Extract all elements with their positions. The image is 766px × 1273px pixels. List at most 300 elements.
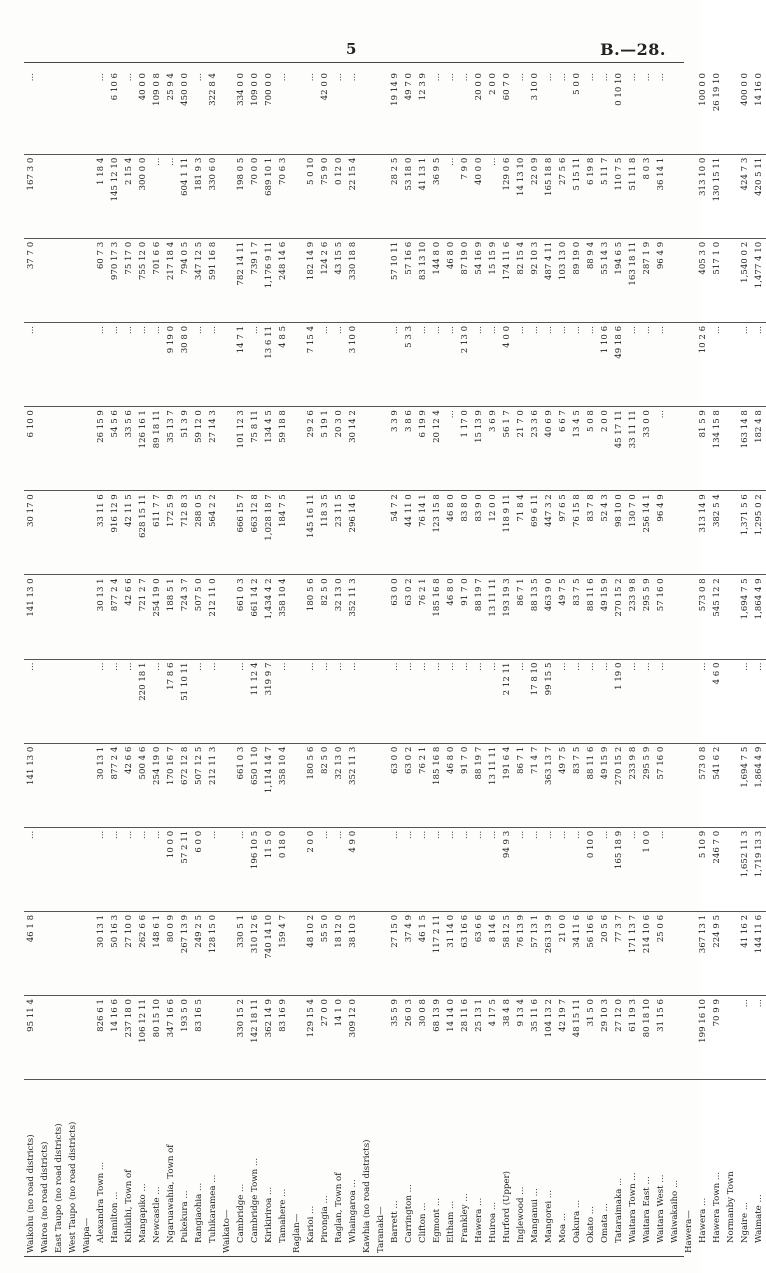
table-cell: 0 10 0 bbox=[584, 827, 598, 911]
table-cell: 82 15 4 bbox=[514, 238, 528, 322]
table-row bbox=[682, 70, 696, 1255]
table-cell: ... bbox=[654, 407, 668, 491]
table-row bbox=[52, 70, 66, 1255]
table-cell bbox=[668, 911, 682, 995]
table-cell: 15 15 9 bbox=[486, 238, 500, 322]
table-cell: 1 17 0 bbox=[458, 407, 472, 491]
table-cell: 80 18 10 bbox=[640, 996, 654, 1080]
table-cell: 92 10 3 bbox=[528, 238, 542, 322]
table-cell: ... bbox=[640, 659, 654, 743]
table-row bbox=[626, 70, 640, 1255]
table-cell: 46 8 0 bbox=[444, 743, 458, 827]
table-bottom-rule bbox=[24, 1256, 684, 1257]
table-cell: 5 0 0 bbox=[570, 70, 584, 154]
table-cell: 171 13 7 bbox=[626, 911, 640, 995]
table-cell: 46 1 8 bbox=[24, 911, 38, 995]
table-cell: ... bbox=[444, 322, 458, 406]
table-cell: ... bbox=[108, 659, 122, 743]
table-cell: 5 0 8 bbox=[584, 407, 598, 491]
table-cell: 9 19 0 bbox=[164, 322, 178, 406]
table-cell: 1,864 4 9 bbox=[752, 743, 766, 827]
row-label: Rangiaohia ... bbox=[192, 1080, 206, 1255]
row-label: Newcastle ... bbox=[150, 1080, 164, 1255]
row-label: Kihikihi, Town of bbox=[122, 1080, 136, 1255]
table-cell: 689 10 1 bbox=[262, 154, 276, 238]
table-cell: 134 15 8 bbox=[710, 407, 724, 491]
table-cell: 212 11 3 bbox=[206, 743, 220, 827]
table-cell: 740 14 10 bbox=[262, 911, 276, 995]
row-label: Frankley ... bbox=[458, 1080, 472, 1255]
table-cell: ... bbox=[430, 659, 444, 743]
row-label: Moa ... bbox=[556, 1080, 570, 1255]
rotated-table-frame bbox=[24, 70, 764, 1255]
table-cell bbox=[38, 827, 52, 911]
table-cell bbox=[668, 743, 682, 827]
table-cell: 185 16 8 bbox=[430, 743, 444, 827]
table-row bbox=[360, 70, 374, 1255]
table-row bbox=[66, 70, 80, 1255]
table-cell bbox=[38, 659, 52, 743]
table-cell: 507 12 5 bbox=[192, 743, 206, 827]
table-cell: 53 18 0 bbox=[402, 154, 416, 238]
table-cell: ... bbox=[444, 154, 458, 238]
table-cell: 88 9 4 bbox=[584, 238, 598, 322]
page-number: 5 bbox=[346, 40, 357, 58]
table-cell: 198 0 5 bbox=[234, 154, 248, 238]
table-cell: 14 16 0 bbox=[752, 70, 766, 154]
table-cell: 217 18 4 bbox=[164, 238, 178, 322]
table-cell bbox=[80, 996, 94, 1080]
table-cell: 20 3 0 bbox=[332, 407, 346, 491]
table-cell: ... bbox=[542, 322, 556, 406]
table-cell: 5 0 10 bbox=[304, 154, 318, 238]
table-cell: ... bbox=[752, 322, 766, 406]
table-cell: 51 10 11 bbox=[178, 659, 192, 743]
table-cell: 287 1 9 bbox=[640, 238, 654, 322]
table-cell: 70 0 0 bbox=[248, 154, 262, 238]
table-cell bbox=[724, 996, 738, 1080]
table-cell bbox=[682, 322, 696, 406]
table-cell bbox=[360, 322, 374, 406]
table-row bbox=[542, 70, 556, 1255]
table-cell: 237 18 0 bbox=[122, 996, 136, 1080]
table-cell bbox=[374, 996, 388, 1080]
table-cell: 70 6 3 bbox=[276, 154, 290, 238]
table-cell: 826 6 1 bbox=[94, 996, 108, 1080]
table-cell: 31 15 6 bbox=[654, 996, 668, 1080]
row-label: Hawera Town ... bbox=[710, 1080, 724, 1255]
table-cell: 55 14 3 bbox=[598, 238, 612, 322]
table-cell: ... bbox=[304, 70, 318, 154]
table-cell: 701 6 6 bbox=[150, 238, 164, 322]
table-cell bbox=[66, 743, 80, 827]
table-cell: ... bbox=[752, 996, 766, 1080]
table-cell: ... bbox=[444, 827, 458, 911]
table-cell: 405 3 0 bbox=[696, 238, 710, 322]
table-cell: 181 9 3 bbox=[192, 154, 206, 238]
table-cell: 194 6 5 bbox=[612, 238, 626, 322]
table-cell bbox=[52, 407, 66, 491]
table-cell: 1,694 7 5 bbox=[738, 743, 752, 827]
table-cell: 5 10 9 bbox=[696, 827, 710, 911]
table-cell: 2 15 4 bbox=[122, 154, 136, 238]
table-cell: ... bbox=[458, 659, 472, 743]
rotated-table-container bbox=[24, 70, 764, 1255]
table-cell: 83 7 5 bbox=[570, 743, 584, 827]
table-cell: 18 12 0 bbox=[332, 911, 346, 995]
row-label: Wairoa (no road districts) bbox=[38, 1080, 52, 1255]
table-cell bbox=[38, 154, 52, 238]
table-cell: 420 5 11 bbox=[752, 154, 766, 238]
table-cell: 1,176 9 11 bbox=[262, 238, 276, 322]
table-cell: ... bbox=[94, 70, 108, 154]
table-cell: 8 0 3 bbox=[640, 154, 654, 238]
row-label: Manganui ... bbox=[528, 1080, 542, 1255]
table-cell: 37 7 0 bbox=[24, 238, 38, 322]
table-cell: 1,295 0 2 bbox=[752, 491, 766, 575]
table-cell bbox=[52, 911, 66, 995]
table-cell bbox=[374, 911, 388, 995]
table-cell: 46 8 0 bbox=[444, 238, 458, 322]
table-cell: ... bbox=[94, 827, 108, 911]
table-cell: 2 0 0 bbox=[598, 407, 612, 491]
table-cell: ... bbox=[626, 827, 640, 911]
table-cell: 46 1 5 bbox=[416, 911, 430, 995]
table-cell: 11 12 4 bbox=[248, 659, 262, 743]
table-cell: 270 15 2 bbox=[612, 575, 626, 659]
table-cell bbox=[682, 238, 696, 322]
table-cell bbox=[724, 827, 738, 911]
table-cell: 4 9 0 bbox=[346, 827, 360, 911]
table-cell: 49 7 0 bbox=[402, 70, 416, 154]
table-cell: ... bbox=[332, 70, 346, 154]
table-cell: ... bbox=[332, 659, 346, 743]
table-cell: 17 8 10 bbox=[528, 659, 542, 743]
table-cell: 23 11 5 bbox=[332, 491, 346, 575]
table-cell: ... bbox=[122, 322, 136, 406]
row-label: Hamilton ... bbox=[108, 1080, 122, 1255]
table-cell: 59 18 8 bbox=[276, 407, 290, 491]
table-cell: 28 2 5 bbox=[388, 154, 402, 238]
table-cell: 99 15 5 bbox=[542, 659, 556, 743]
table-cell: ... bbox=[626, 659, 640, 743]
table-cell: 26 15 9 bbox=[94, 407, 108, 491]
table-cell: ... bbox=[472, 322, 486, 406]
table-cell bbox=[52, 575, 66, 659]
table-cell bbox=[66, 827, 80, 911]
table-cell bbox=[668, 154, 682, 238]
table-cell: ... bbox=[122, 659, 136, 743]
table-cell: 2 13 0 bbox=[458, 322, 472, 406]
table-cell: ... bbox=[206, 322, 220, 406]
table-cell bbox=[66, 154, 80, 238]
table-cell: 1 19 0 bbox=[612, 659, 626, 743]
table-cell: ... bbox=[654, 322, 668, 406]
row-label: Taranaki— bbox=[374, 1080, 388, 1255]
table-cell bbox=[374, 827, 388, 911]
table-cell: 27 0 0 bbox=[318, 996, 332, 1080]
table-cell: ... bbox=[24, 70, 38, 154]
table-cell: 101 12 3 bbox=[234, 407, 248, 491]
table-cell: 362 14 9 bbox=[262, 996, 276, 1080]
table-cell: 97 6 5 bbox=[556, 491, 570, 575]
table-cell bbox=[668, 322, 682, 406]
table-cell: 517 1 0 bbox=[710, 238, 724, 322]
table-cell: 877 2 4 bbox=[108, 575, 122, 659]
table-cell: 35 11 6 bbox=[528, 996, 542, 1080]
table-cell: ... bbox=[696, 659, 710, 743]
table-cell: 628 15 11 bbox=[136, 491, 150, 575]
table-row bbox=[234, 70, 248, 1255]
table-cell: 661 14 2 bbox=[248, 575, 262, 659]
table-cell: 57 16 6 bbox=[402, 238, 416, 322]
table-cell bbox=[290, 827, 304, 911]
table-cell bbox=[360, 575, 374, 659]
table-cell: 712 8 3 bbox=[178, 491, 192, 575]
table-cell bbox=[220, 407, 234, 491]
table-cell bbox=[724, 659, 738, 743]
row-label: Hawera— bbox=[682, 1080, 696, 1255]
table-cell: 54 16 9 bbox=[472, 238, 486, 322]
table-cell bbox=[668, 70, 682, 154]
table-cell: 33 5 6 bbox=[122, 407, 136, 491]
table-cell: 794 0 5 bbox=[178, 238, 192, 322]
table-cell: 663 12 8 bbox=[248, 491, 262, 575]
table-cell bbox=[724, 491, 738, 575]
table-cell: 49 18 6 bbox=[612, 322, 626, 406]
row-label: Oakura ... bbox=[570, 1080, 584, 1255]
table-cell: 40 6 9 bbox=[542, 407, 556, 491]
table-cell: 29 10 3 bbox=[598, 996, 612, 1080]
table-cell: ... bbox=[598, 827, 612, 911]
table-cell bbox=[360, 407, 374, 491]
table-cell: 6 10 0 bbox=[24, 407, 38, 491]
table-row bbox=[584, 70, 598, 1255]
table-cell: 88 13 5 bbox=[528, 575, 542, 659]
table-cell: ... bbox=[388, 659, 402, 743]
table-cell: 14 14 0 bbox=[444, 996, 458, 1080]
table-cell bbox=[220, 575, 234, 659]
table-cell: 32 13 0 bbox=[332, 743, 346, 827]
table-cell: ... bbox=[738, 322, 752, 406]
table-cell bbox=[220, 659, 234, 743]
table-cell: 507 5 0 bbox=[192, 575, 206, 659]
table-cell: 214 10 6 bbox=[640, 911, 654, 995]
table-cell bbox=[290, 491, 304, 575]
table-cell: ... bbox=[388, 827, 402, 911]
table-cell bbox=[66, 659, 80, 743]
table-cell: 313 10 0 bbox=[696, 154, 710, 238]
table-cell: 110 7 5 bbox=[612, 154, 626, 238]
row-label: Pukekura ... bbox=[178, 1080, 192, 1255]
table-cell: 23 3 6 bbox=[528, 407, 542, 491]
table-cell bbox=[80, 238, 94, 322]
table-cell: 12 3 9 bbox=[416, 70, 430, 154]
table-cell: 573 0 8 bbox=[696, 575, 710, 659]
table-cell: ... bbox=[416, 659, 430, 743]
table-cell bbox=[66, 70, 80, 154]
table-cell: ... bbox=[388, 322, 402, 406]
table-cell: 145 12 10 bbox=[108, 154, 122, 238]
table-cell: ... bbox=[346, 659, 360, 743]
table-cell bbox=[290, 238, 304, 322]
table-cell: ... bbox=[738, 996, 752, 1080]
table-cell: 58 12 5 bbox=[500, 911, 514, 995]
table-cell: 20 12 4 bbox=[430, 407, 444, 491]
table-cell: 721 2 7 bbox=[136, 575, 150, 659]
table-cell: 10 2 6 bbox=[696, 322, 710, 406]
table-cell: 88 19 7 bbox=[472, 743, 486, 827]
table-cell bbox=[38, 743, 52, 827]
row-label: Okato ... bbox=[584, 1080, 598, 1255]
table-cell: ... bbox=[444, 70, 458, 154]
row-label: Clifton ... bbox=[416, 1080, 430, 1255]
table-cell: ... bbox=[514, 659, 528, 743]
table-cell bbox=[80, 154, 94, 238]
table-cell bbox=[360, 911, 374, 995]
table-cell: 141 13 0 bbox=[24, 575, 38, 659]
table-cell: 32 13 0 bbox=[332, 575, 346, 659]
table-row bbox=[612, 70, 626, 1255]
table-cell bbox=[80, 827, 94, 911]
table-cell: 49 15 9 bbox=[598, 743, 612, 827]
table-cell: 141 13 0 bbox=[24, 743, 38, 827]
table-row bbox=[654, 70, 668, 1255]
table-cell: 89 18 11 bbox=[150, 407, 164, 491]
table-cell: 71 4 7 bbox=[528, 743, 542, 827]
table-cell: 30 13 1 bbox=[94, 575, 108, 659]
table-cell: 48 10 2 bbox=[304, 911, 318, 995]
table-cell bbox=[668, 659, 682, 743]
table-cell: ... bbox=[122, 827, 136, 911]
table-cell: 20 0 0 bbox=[472, 70, 486, 154]
table-cell bbox=[38, 407, 52, 491]
table-cell: 295 5 9 bbox=[640, 575, 654, 659]
table-cell: ... bbox=[472, 659, 486, 743]
table-cell: 296 14 6 bbox=[346, 491, 360, 575]
row-label: Cambridge Town ... bbox=[248, 1080, 262, 1255]
table-cell: ... bbox=[136, 827, 150, 911]
row-label: Tataraimaka ... bbox=[612, 1080, 626, 1255]
table-cell bbox=[360, 827, 374, 911]
table-cell: ... bbox=[150, 154, 164, 238]
table-cell: 7 9 0 bbox=[458, 154, 472, 238]
table-cell bbox=[374, 659, 388, 743]
table-cell: 185 16 8 bbox=[430, 575, 444, 659]
table-cell: 1,371 5 6 bbox=[738, 491, 752, 575]
table-cell: 96 4 9 bbox=[654, 238, 668, 322]
table-cell: 319 9 7 bbox=[262, 659, 276, 743]
row-label: Hawera ... bbox=[472, 1080, 486, 1255]
table-cell: 76 13 9 bbox=[514, 911, 528, 995]
table-cell: ... bbox=[486, 827, 500, 911]
table-cell: 246 7 0 bbox=[710, 827, 724, 911]
statistics-table-body bbox=[24, 70, 766, 1255]
table-cell: 450 0 0 bbox=[178, 70, 192, 154]
table-cell: 41 13 1 bbox=[416, 154, 430, 238]
table-cell: 358 10 4 bbox=[276, 575, 290, 659]
table-row bbox=[472, 70, 486, 1255]
table-row bbox=[192, 70, 206, 1255]
table-cell bbox=[66, 238, 80, 322]
table-cell bbox=[38, 70, 52, 154]
table-cell: 37 4 9 bbox=[402, 911, 416, 995]
table-cell: ... bbox=[626, 322, 640, 406]
table-cell: 0 18 0 bbox=[276, 827, 290, 911]
table-cell: 172 5 9 bbox=[164, 491, 178, 575]
row-label: Omata ... bbox=[598, 1080, 612, 1255]
table-cell: 604 1 11 bbox=[178, 154, 192, 238]
table-cell: 109 0 0 bbox=[248, 70, 262, 154]
table-cell: 21 0 0 bbox=[556, 911, 570, 995]
table-cell: 2 0 0 bbox=[486, 70, 500, 154]
table-cell: 80 15 10 bbox=[150, 996, 164, 1080]
table-cell: ... bbox=[430, 827, 444, 911]
table-cell: 89 19 0 bbox=[570, 238, 584, 322]
table-cell: 83 16 5 bbox=[192, 996, 206, 1080]
table-cell: 20 5 6 bbox=[598, 911, 612, 995]
table-cell: 76 14 1 bbox=[416, 491, 430, 575]
table-cell bbox=[682, 407, 696, 491]
table-cell: ... bbox=[458, 70, 472, 154]
table-cell: ... bbox=[514, 70, 528, 154]
table-cell: 22 0 9 bbox=[528, 154, 542, 238]
table-cell: 13 6 11 bbox=[262, 322, 276, 406]
table-cell: 15 13 9 bbox=[472, 407, 486, 491]
table-cell: 51 3 9 bbox=[178, 407, 192, 491]
table-cell bbox=[38, 491, 52, 575]
table-cell: 26 19 10 bbox=[710, 70, 724, 154]
table-cell: 224 9 5 bbox=[710, 911, 724, 995]
table-cell: 288 0 5 bbox=[192, 491, 206, 575]
table-cell: 611 7 7 bbox=[150, 491, 164, 575]
table-row bbox=[710, 70, 724, 1255]
table-cell: ... bbox=[584, 70, 598, 154]
table-cell: 14 7 1 bbox=[234, 322, 248, 406]
table-cell bbox=[360, 659, 374, 743]
table-cell bbox=[52, 491, 66, 575]
table-cell: 7 15 4 bbox=[304, 322, 318, 406]
table-cell bbox=[668, 996, 682, 1080]
table-row bbox=[304, 70, 318, 1255]
table-row bbox=[598, 70, 612, 1255]
table-cell: ... bbox=[710, 322, 724, 406]
table-cell: ... bbox=[206, 659, 220, 743]
table-cell: 33 11 11 bbox=[626, 407, 640, 491]
table-cell: ... bbox=[556, 827, 570, 911]
row-label: Cambridge ... bbox=[234, 1080, 248, 1255]
table-cell: 83 7 8 bbox=[584, 491, 598, 575]
table-cell: 463 9 0 bbox=[542, 575, 556, 659]
table-cell: ... bbox=[472, 827, 486, 911]
table-cell: 45 17 11 bbox=[612, 407, 626, 491]
table-cell bbox=[374, 491, 388, 575]
table-cell: 199 16 10 bbox=[696, 996, 710, 1080]
row-label: Waipa— bbox=[80, 1080, 94, 1255]
table-cell: 295 5 9 bbox=[640, 743, 654, 827]
table-cell: 86 7 1 bbox=[514, 743, 528, 827]
table-cell: 76 2 1 bbox=[416, 575, 430, 659]
table-cell: 755 12 0 bbox=[136, 238, 150, 322]
table-cell bbox=[290, 322, 304, 406]
table-cell: ... bbox=[514, 827, 528, 911]
table-row bbox=[108, 70, 122, 1255]
table-row bbox=[416, 70, 430, 1255]
table-row bbox=[136, 70, 150, 1255]
table-cell: 63 16 6 bbox=[458, 911, 472, 995]
table-cell bbox=[724, 911, 738, 995]
table-cell: 182 4 8 bbox=[752, 407, 766, 491]
